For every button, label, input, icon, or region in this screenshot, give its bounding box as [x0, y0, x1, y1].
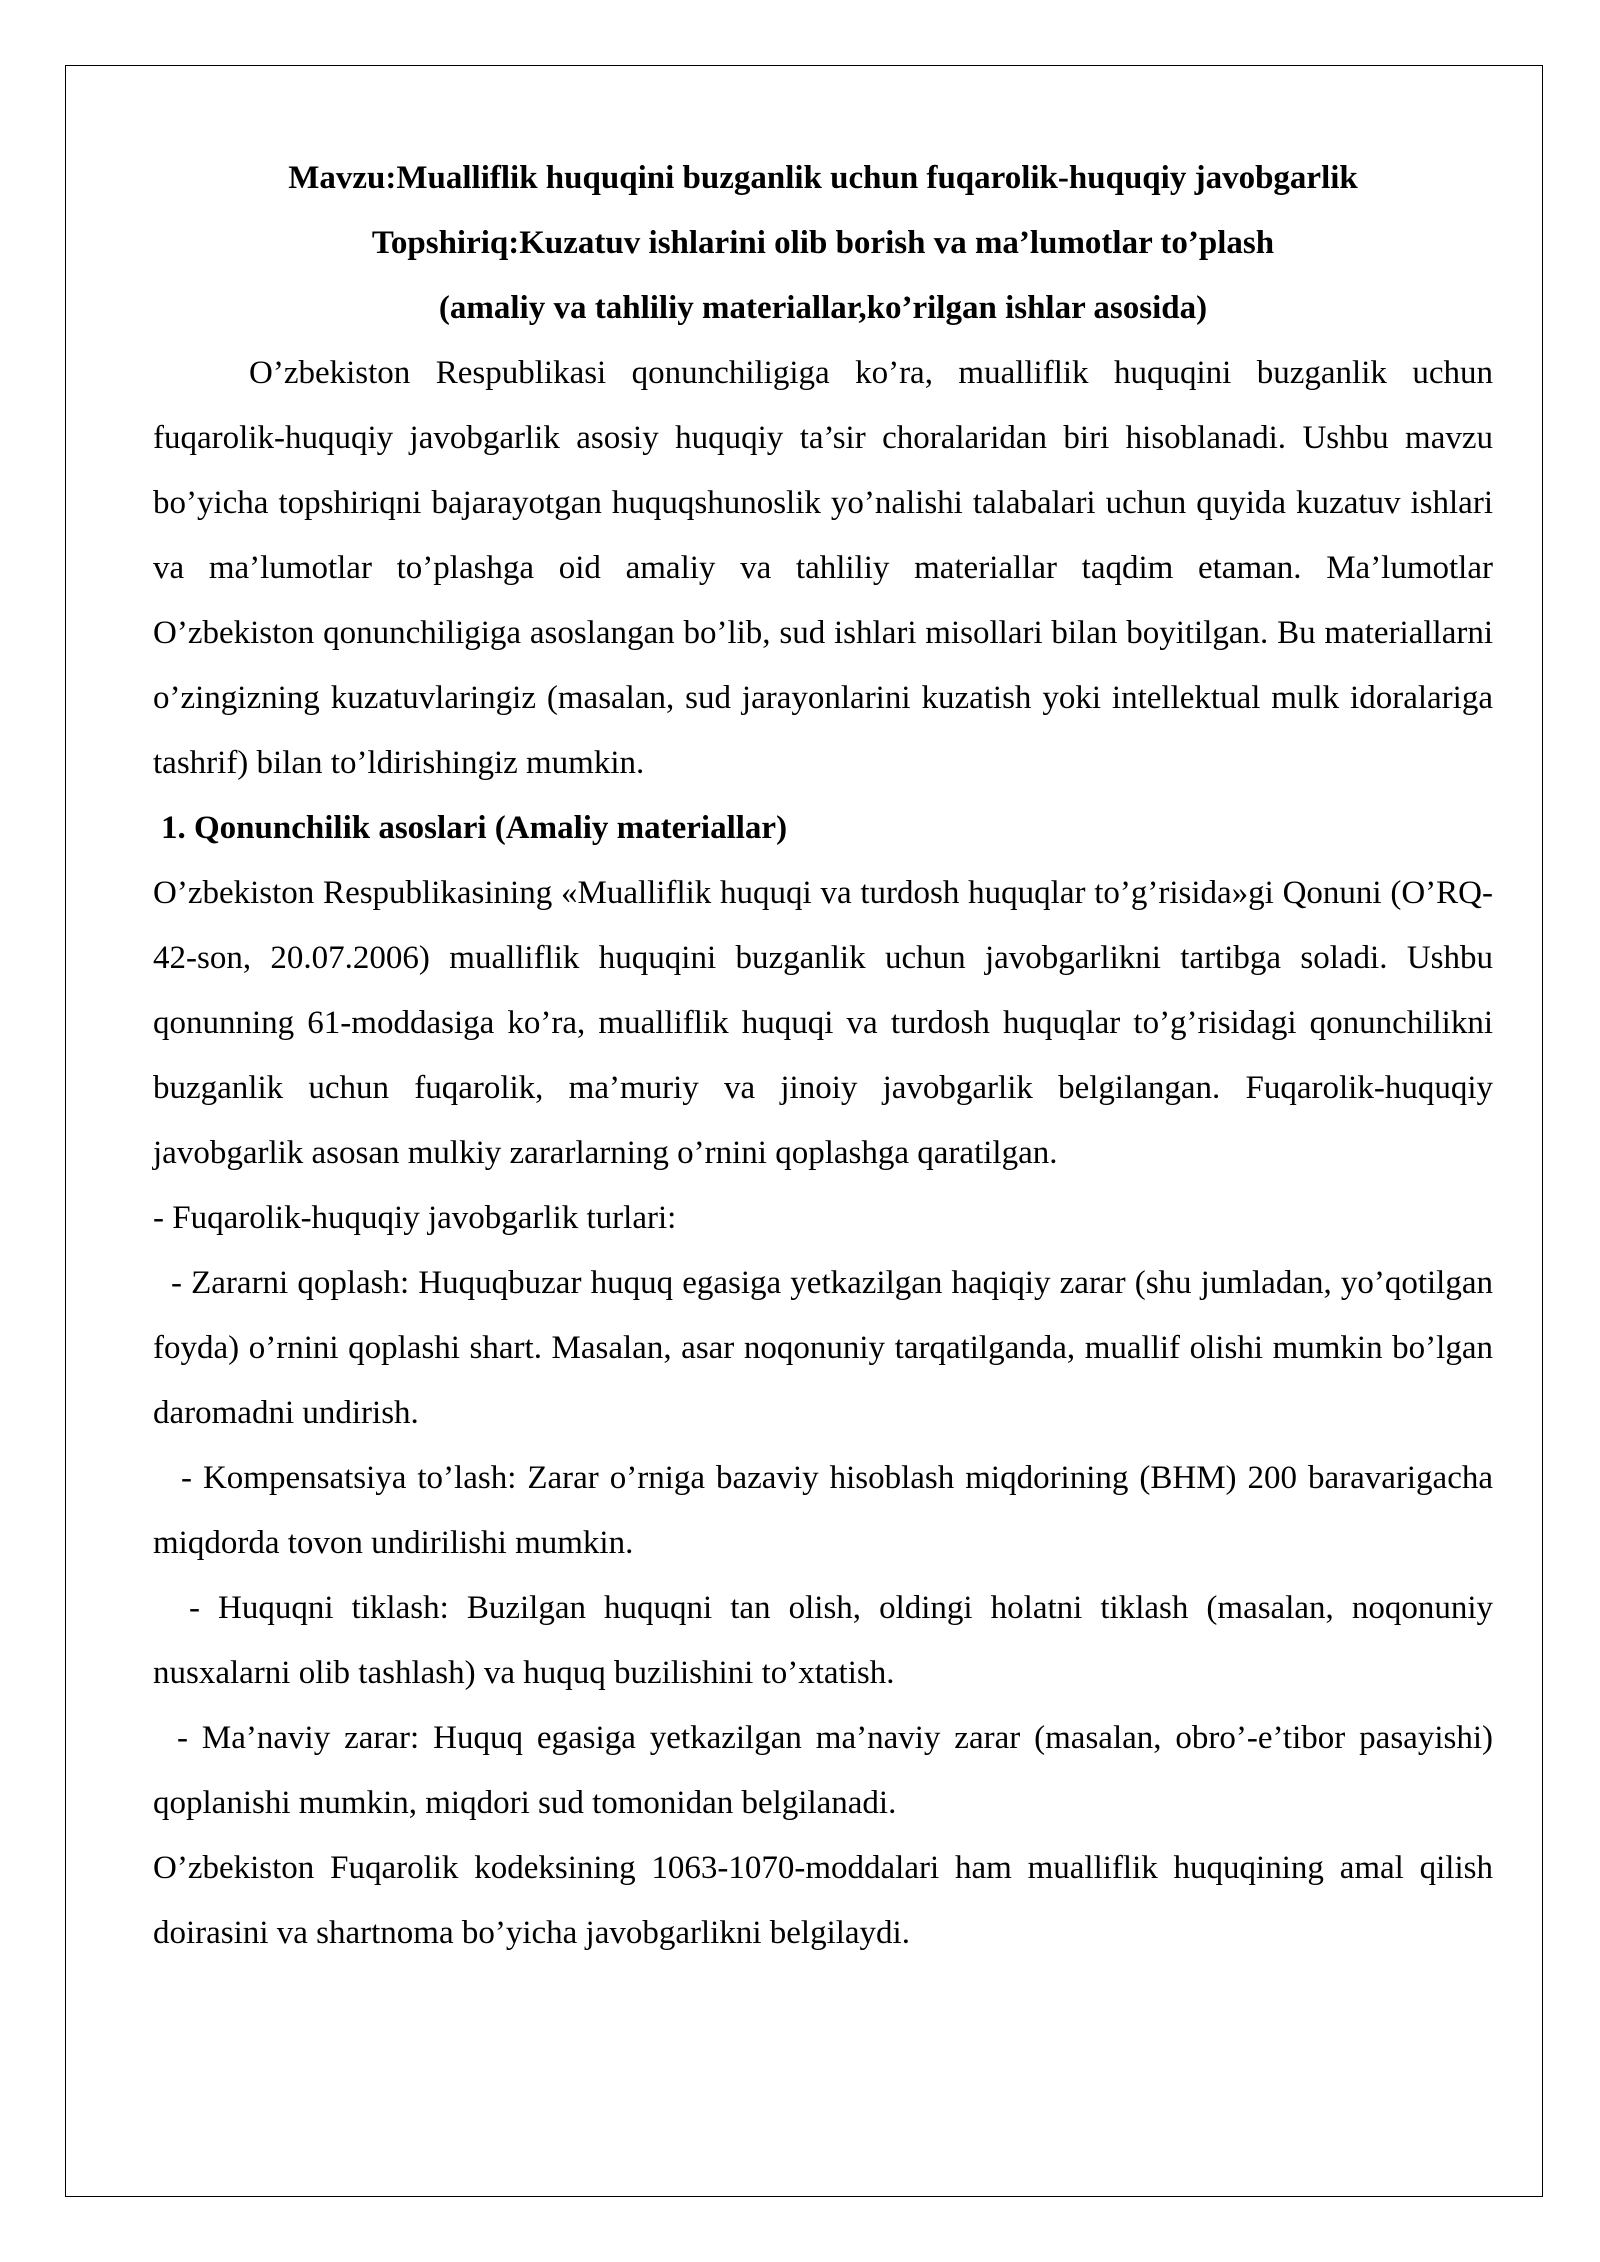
document-task-title: Topshiriq:Kuzatuv ishlarini olib borish va ma’lumotlar to’plash [371, 225, 1275, 261]
intro-paragraph: O’zbekiston Respublikasi qonunchiligiga ko’ra, mualliflik huquqini buzganlik uchun fuqarolik-huquqiy javobgarlik asosiy huquqiy ta’sir choralaridan biri hisoblanadi. Ushbu mavzu bo’yicha topshiriqni bajarayotgan huquqshunoslik yo’nalishi talabalari uchun quyida kuzatuv ishlari va ma’lumotlar to’plashga oid amaliy va tahliliy materiallar taqdim etaman. Ma’lumotlar O’zbekiston qonunchiligiga asoslangan bo’lib, sud ishlari misollari bilan boyitilgan. Bu materiallarni o’zingizning kuzatuvlaringiz (masalan, sud jarayonlarini kuzatish yoki intellektual mulk idoralariga tashrif) bilan to’ldirishingiz mumkin. [153, 355, 1493, 781]
list-item: - Kompensatsiya to’lash: Zarar o’rniga bazaviy hisoblash miqdorining (BHM) 200 baravarigacha miqdorda tovon undirilishi mumkin. [153, 1460, 1493, 1561]
document-topic-title: Mavzu:Mualliflik huquqini buzganlik uchun fuqarolik-huquqiy javobgarlik [288, 160, 1358, 196]
section-heading-legislation: 1. Qonunchilik asoslari (Amaliy materiallar) [161, 810, 788, 846]
list-item: - Huquqni tiklash: Buzilgan huquqni tan olish, oldingi holatni tiklash (masalan, noqonuniy nusxalarni olib tashlash) va huquq buzilishini to’xtatish. [153, 1590, 1493, 1691]
list-item: - Zararni qoplash: Huquqbuzar huquq egasiga yetkazilgan haqiqiy zarar (shu jumladan, yo’qotilgan foyda) o’rnini qoplashi shart. Masalan, asar noqonuniy tarqatilganda, muallif olishi mumkin bo’lgan daromadni undirish. [153, 1265, 1493, 1431]
liability-types-intro: - Fuqarolik-huquqiy javobgarlik turlari: [153, 1200, 677, 1236]
document-body [153, 146, 1493, 1966]
civil-code-paragraph: O’zbekiston Fuqarolik kodeksining 1063-1070-moddalari ham mualliflik huquqining amal qilish doirasini va shartnoma bo’yicha javobgarlikni belgilaydi. [153, 1850, 1493, 1951]
document-subtitle: (amaliy va tahliliy materiallar,ko’rilgan ishlar asosida) [438, 290, 1208, 326]
legislation-paragraph: O’zbekiston Respublikasining «Mualliflik huquqi va turdosh huquqlar to’g’risida»gi Qonuni (O’RQ-42-son, 20.07.2006) mualliflik huquqini buzganlik uchun javobgarlikni tartibga soladi. Ushbu qonunning 61-moddasiga ko’ra, mualliflik huquqi va turdosh huquqlar to’g’risidagi qonunchilikni buzganlik uchun fuqarolik, ma’muriy va jinoiy javobgarlik belgilangan. Fuqarolik-huquqiy javobgarlik asosan mulkiy zararlarning o’rnini qoplashga qaratilgan. [153, 875, 1493, 1171]
list-item: - Ma’naviy zarar: Huquq egasiga yetkazilgan ma’naviy zarar (masalan, obro’-e’tibor pasayishi) qoplanishi mumkin, miqdori sud tomonidan belgilanadi. [153, 1720, 1493, 1821]
